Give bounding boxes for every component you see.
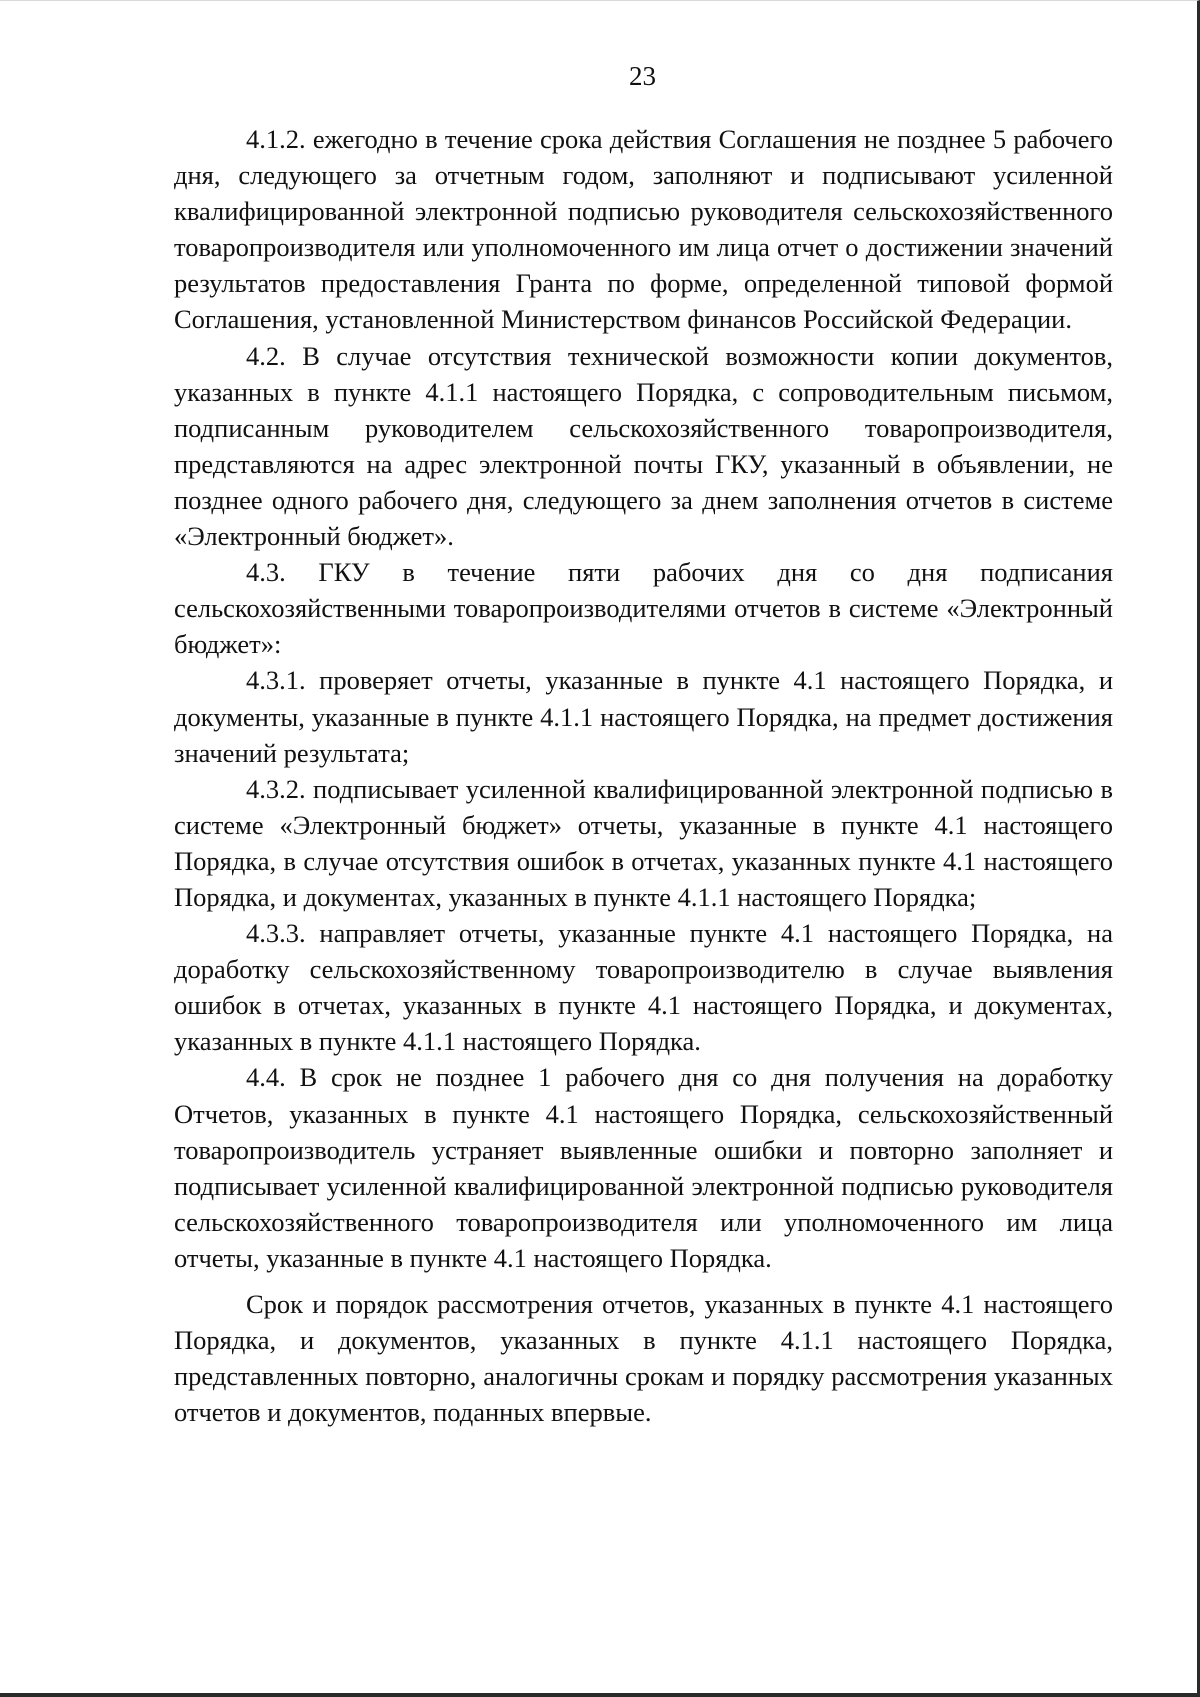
paragraph-4-2: 4.2. В случае отсутствия технической возможности копии документов, указанных в пункте 4.1.1 настоящего Порядка, с сопроводительным письмом, подписанным руководителем сельскохозяйственного товаропроизводителя, представляются на адрес электронной почты ГКУ, указанный в объявлении, не позднее одного рабочего дня, следующего за днем заполнения отчетов в системе «Электронный бюджет».	[174, 340, 1113, 552]
paragraph-4-4: 4.4. В срок не позднее 1 рабочего дня со дня получения на доработку Отчетов, указанных в пункте 4.1 настоящего Порядка, сельскохозяйственный товаропроизводитель устраняет выявленные ошибки и повторно заполняет и подписывает усиленной квалифицированной электронной подписью руководителя сельскохозяйственного товаропроизводителя или уполномоченного им лица отчеты, указанные в пункте 4.1 настоящего Порядка.	[174, 1062, 1113, 1273]
paragraph-4-3-1: 4.3.1. проверяет отчеты, указанные в пункте 4.1 настоящего Порядка, и документы, указанные в пункте 4.1.1 настоящего Порядка, на предмет достижения значений результата;	[174, 665, 1113, 768]
paragraph-4-3: 4.3. ГКУ в течение пяти рабочих дня со дня подписания сельскохозяйственными товаропроизводителями отчетов в системе «Электронный бюджет»:	[174, 557, 1113, 660]
paragraph-4-1-2: 4.1.2. ежегодно в течение срока действия Соглашения не позднее 5 рабочего дня, следующего за отчетным годом, заполняют и подписывают усиленной квалифицированной электронной подписью руководителя сельскохозяйственного товаропроизводителя или уполномоченного им лица отчет о достижении значений результатов предоставления Гранта по форме, определенной типовой формой Соглашения, установленной Министерством финансов Российской Федерации.	[174, 124, 1113, 335]
paragraph-4-3-2: 4.3.2. подписывает усиленной квалифицированной электронной подписью в системе «Электронный бюджет» отчеты, указанные в пункте 4.1 настоящего Порядка, в случае отсутствия ошибок в отчетах, указанных пункте 4.1 настоящего Порядка, и документах, указанных в пункте 4.1.1 настоящего Порядка;	[174, 773, 1113, 912]
paragraph-review-terms: Срок и порядок рассмотрения отчетов, указанных в пункте 4.1 настоящего Порядка, и документов, указанных в пункте 4.1.1 настоящего Порядка, представленных повторно, аналогичны срокам и порядку рассмотрения указанных отчетов и документов, поданных впервые.	[174, 1289, 1113, 1428]
paragraph-4-3-3: 4.3.3. направляет отчеты, указанные пункте 4.1 настоящего Порядка, на доработку сельскохозяйственному товаропроизводителю в случае выявления ошибок в отчетах, указанных в пункте 4.1 настоящего Порядка, и документах, указанных в пункте 4.1.1 настоящего Порядка.	[174, 918, 1113, 1057]
page-number: 23	[629, 61, 656, 91]
document-body	[174, 121, 1113, 1430]
